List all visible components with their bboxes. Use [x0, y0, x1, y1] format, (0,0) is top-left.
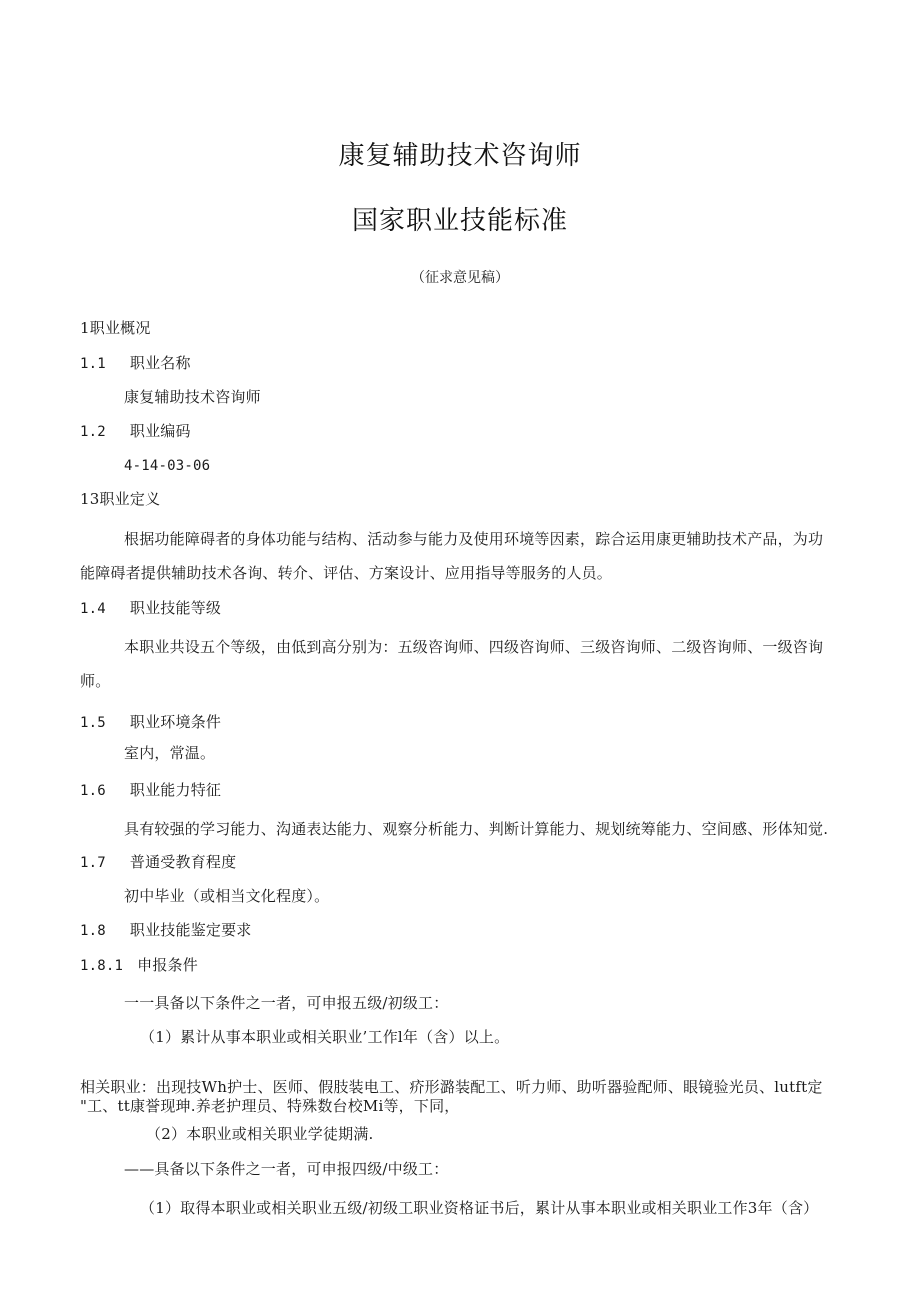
section-title: 职业名称	[129, 354, 191, 372]
section-1-1-heading	[80, 353, 191, 374]
level-5-intro: 一一具备以下条件之一者，可申报五级/初级工：	[124, 994, 449, 1012]
ability-body: 具有较强的学习能力、沟通表达能力、观察分析能力、判断计算能力、规划统筹能力、空间感、形体知觉.	[124, 820, 829, 838]
section-1-5-heading	[80, 712, 221, 733]
section-1-7-heading	[80, 852, 236, 873]
section-1-8-1-heading	[80, 955, 198, 976]
section-number: 1.7	[80, 855, 106, 871]
section-title: 普通受教育程度	[129, 853, 237, 871]
section-title: 职业编码	[129, 422, 191, 440]
section-number: 1.8.1	[80, 958, 124, 974]
section-1-4-heading	[80, 598, 221, 619]
level-4-condition-1: （1）取得本职业或相关职业五级/初级工职业资格证书后，累计从事本职业或相关职业工作3年（含）	[140, 1199, 819, 1217]
section-title: 申报条件	[137, 956, 198, 974]
environment-body: 室内，常温。	[124, 744, 216, 762]
related-occupations-line-2: "工、tt康誉现珅.养老护理员、特殊数台校Mi等，下同，	[80, 1097, 460, 1115]
section-1-2-heading	[80, 421, 191, 442]
draft-note: （征求意见稿）	[411, 270, 509, 286]
section-1-8-heading	[80, 920, 252, 941]
level-4-intro: ——具备以下条件之一者，可申报四级/中级工：	[124, 1160, 449, 1178]
section-number: 1.2	[80, 424, 106, 440]
document-title: 康复辅助技术咨询师	[338, 141, 582, 171]
section-number: 1.6	[80, 783, 106, 799]
occupation-code-value: 4-14-03-06	[124, 458, 211, 474]
section-1-3-heading: 13职业定义	[80, 490, 161, 508]
section-1-heading: 1职业概况	[80, 319, 151, 337]
section-title: 职业环境条件	[129, 713, 222, 731]
education-body: 初中毕业（或相当文化程度）。	[124, 887, 330, 905]
level-5-condition-2: （2）本职业或相关职业学徒期满.	[146, 1125, 374, 1143]
definition-line-1: 根据功能障碍者的身体功能与结构、活动参与能力及使用环境等因素，踪合运用康更辅助技术产品，为功	[124, 530, 824, 548]
section-number: 1.8	[80, 923, 106, 939]
levels-line-1: 本职业共设五个等级，由低到高分别为：五级咨询师、四级咨询师、三级咨询师、二级咨询师、一级咨询	[124, 638, 824, 656]
section-title: 职业技能等级	[129, 599, 222, 617]
section-title: 职业技能鉴定要求	[129, 921, 252, 939]
section-number: 1.1	[80, 356, 106, 372]
section-number: 1.4	[80, 601, 106, 617]
related-occupations-line-1: 相关职业：出现技Wh护士、医师、假肢装电工、疥形潞装配工、听力师、助听器验配师、眼镜验光员、lutft定	[80, 1078, 823, 1096]
section-number: 1.5	[80, 715, 106, 731]
occupation-name: 康复辅助技术咨询师	[124, 388, 261, 406]
section-1-6-heading	[80, 780, 221, 801]
section-title: 职业能力特征	[129, 781, 222, 799]
levels-line-2: 师。	[80, 672, 111, 690]
document-subtitle: 国家职业技能标准	[351, 206, 568, 236]
definition-line-2: 能障碍者提供辅助技术各询、转介、评估、方案设计、应用指导等服务的人员。	[80, 564, 613, 582]
occupation-code	[124, 455, 210, 476]
level-5-condition-1: （1）累计从事本职业或相关职业’工作l年（含）以上。	[140, 1028, 510, 1046]
